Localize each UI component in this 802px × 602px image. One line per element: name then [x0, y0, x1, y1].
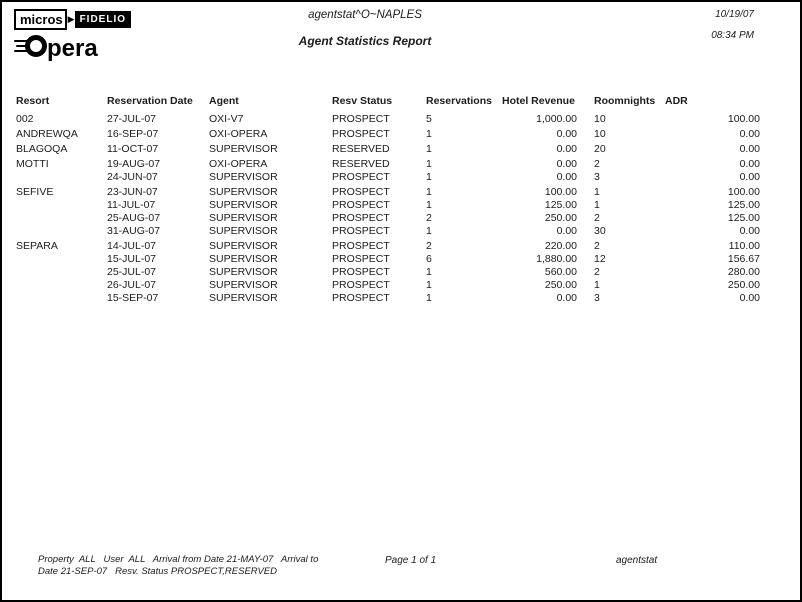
- cell-resv-status: PROSPECT: [332, 266, 390, 278]
- table-row: [16, 171, 760, 184]
- cell-reservations: 1: [426, 225, 432, 237]
- cell-roomnights: 1: [594, 186, 600, 198]
- table-row: [16, 143, 760, 156]
- cell-agent: SUPERVISOR: [209, 171, 278, 183]
- cell-roomnights: 3: [594, 292, 600, 304]
- cell-resort: ANDREWQA: [16, 128, 78, 140]
- cell-reservations: 6: [426, 253, 432, 265]
- cell-adr: 250.00: [727, 279, 760, 291]
- cell-adr: 0.00: [739, 158, 760, 170]
- cell-reservation-date: 23-JUN-07: [107, 186, 158, 198]
- filter-line-2: Date 21-SEP-07 Resv. Status PROSPECT,RESERVED: [38, 566, 278, 577]
- cell-resort: [16, 171, 107, 184]
- cell-reservation-date: 15-SEP-07: [107, 292, 159, 304]
- cell-reservations: 1: [426, 186, 432, 198]
- cell-resv-status: PROSPECT: [332, 225, 390, 237]
- cell-reservations: 2: [426, 212, 432, 224]
- cell-hotel-revenue: 1,880.00: [536, 253, 577, 265]
- cell-resort: [16, 292, 107, 305]
- column-header-reservation-date: Reservation Date: [107, 95, 193, 107]
- cell-agent: SUPERVISOR: [209, 266, 278, 278]
- cell-roomnights: 30: [594, 225, 606, 237]
- cell-adr: 125.00: [727, 212, 760, 224]
- table-row: [16, 240, 760, 253]
- column-header-resort: Resort: [16, 95, 50, 107]
- fidelio-logo-text: FIDELIO: [75, 11, 131, 28]
- cell-reservations: 1: [426, 171, 432, 183]
- table-row: [16, 158, 760, 171]
- table-row: [16, 199, 760, 212]
- cell-agent: SUPERVISOR: [209, 253, 278, 265]
- cell-adr: 0.00: [739, 143, 760, 155]
- cell-resv-status: PROSPECT: [332, 212, 390, 224]
- column-header-agent: Agent: [209, 95, 239, 107]
- cell-roomnights: 10: [594, 128, 606, 140]
- cell-resort: MOTTI: [16, 158, 49, 170]
- cell-adr: 0.00: [739, 225, 760, 237]
- cell-resv-status: PROSPECT: [332, 171, 390, 183]
- cell-hotel-revenue: 0.00: [556, 292, 577, 304]
- cell-reservations: 1: [426, 158, 432, 170]
- cell-roomnights: 10: [594, 113, 606, 125]
- cell-resv-status: RESERVED: [332, 158, 390, 170]
- cell-agent: OXI-OPERA: [209, 158, 268, 170]
- footer-filter-criteria: [38, 554, 318, 578]
- cell-roomnights: 2: [594, 158, 600, 170]
- cell-reservations: 1: [426, 292, 432, 304]
- cell-hotel-revenue: 560.00: [544, 266, 577, 278]
- cell-reservation-date: 11-OCT-07: [107, 143, 159, 155]
- cell-agent: SUPERVISOR: [209, 186, 278, 198]
- column-header-roomnights: Roomnights: [594, 95, 656, 107]
- cell-agent: SUPERVISOR: [209, 225, 278, 237]
- cell-reservation-date: 25-AUG-07: [107, 212, 161, 224]
- table-row: [16, 186, 760, 199]
- column-header-adr: ADR: [665, 95, 688, 107]
- cell-resort: [16, 212, 107, 225]
- table-row: [16, 128, 760, 141]
- run-date: 10/19/07: [715, 9, 754, 20]
- cell-resv-status: PROSPECT: [332, 279, 390, 291]
- cell-resv-status: PROSPECT: [332, 128, 390, 140]
- cell-hotel-revenue: 100.00: [544, 186, 577, 198]
- filter-line-1: Property ALL User ALL Arrival from Date 21-MAY-07 Arrival to: [38, 554, 319, 565]
- cell-reservations: 2: [426, 240, 432, 252]
- cell-reservation-date: 27-JUL-07: [107, 113, 157, 125]
- column-header-resv-status: Resv Status: [332, 95, 393, 107]
- cell-adr: 280.00: [727, 266, 760, 278]
- opera-logo-text: pera: [47, 35, 98, 62]
- cell-roomnights: 3: [594, 171, 600, 183]
- cell-hotel-revenue: 0.00: [556, 128, 577, 140]
- cell-resv-status: PROSPECT: [332, 186, 390, 198]
- cell-reservation-date: 11-JUL-07: [107, 199, 156, 211]
- cell-resort: 002: [16, 113, 34, 125]
- cell-roomnights: 1: [594, 279, 600, 291]
- cell-adr: 0.00: [739, 128, 760, 140]
- cell-resv-status: PROSPECT: [332, 292, 390, 304]
- cell-adr: 0.00: [739, 171, 760, 183]
- agent-statistics-table: [16, 95, 760, 305]
- cell-hotel-revenue: 0.00: [556, 143, 577, 155]
- cell-reservation-date: 31-AUG-07: [107, 225, 161, 237]
- cell-resv-status: PROSPECT: [332, 199, 390, 211]
- cell-adr: 110.00: [728, 240, 760, 252]
- cell-roomnights: 12: [594, 253, 606, 265]
- table-row: [16, 113, 760, 126]
- report-id-title: agentstat^O~NAPLES: [308, 9, 422, 21]
- cell-reservations: 1: [426, 143, 432, 155]
- cell-reservation-date: 26-JUL-07: [107, 279, 157, 291]
- cell-adr: 100.00: [727, 186, 760, 198]
- cell-reservation-date: 14-JUL-07: [107, 240, 157, 252]
- cell-reservations: 1: [426, 279, 432, 291]
- cell-hotel-revenue: 250.00: [544, 279, 577, 291]
- table-row: [16, 253, 760, 266]
- cell-resort: [16, 225, 107, 238]
- cell-hotel-revenue: 0.00: [556, 158, 577, 170]
- column-header-reservations: Reservations: [426, 95, 492, 107]
- cell-agent: SUPERVISOR: [209, 199, 278, 211]
- cell-resv-status: PROSPECT: [332, 240, 390, 252]
- cell-agent: SUPERVISOR: [209, 292, 278, 304]
- cell-roomnights: 2: [594, 240, 600, 252]
- table-row: [16, 266, 760, 279]
- cell-resort: [16, 279, 107, 292]
- column-header-hotel-revenue: Hotel Revenue: [502, 95, 575, 107]
- table-header-row: [16, 95, 760, 110]
- cell-resv-status: PROSPECT: [332, 113, 390, 125]
- cell-reservation-date: 25-JUL-07: [107, 266, 157, 278]
- cell-adr: 125.00: [727, 199, 760, 211]
- cell-adr: 156.67: [727, 253, 760, 265]
- cell-reservations: 1: [426, 266, 432, 278]
- cell-adr: 0.00: [739, 292, 760, 304]
- page-title: Agent Statistics Report: [298, 34, 432, 48]
- cell-resort: BLAGOQA: [16, 143, 68, 155]
- cell-hotel-revenue: 250.00: [544, 212, 577, 224]
- cell-hotel-revenue: 220.00: [544, 240, 577, 252]
- cell-adr: 100.00: [727, 113, 760, 125]
- cell-hotel-revenue: 0.00: [556, 225, 577, 237]
- cell-resort: SEFIVE: [16, 186, 54, 198]
- chevron-right-icon: ▶: [67, 14, 75, 24]
- cell-reservations: 5: [426, 113, 432, 125]
- micros-logo-text: micros: [14, 9, 67, 30]
- cell-reservation-date: 16-SEP-07: [107, 128, 159, 140]
- cell-roomnights: 2: [594, 212, 600, 224]
- cell-agent: SUPERVISOR: [209, 279, 278, 291]
- cell-reservations: 1: [426, 128, 432, 140]
- cell-resort: [16, 199, 107, 212]
- cell-agent: OXI-OPERA: [209, 128, 268, 140]
- cell-reservation-date: 24-JUN-07: [107, 171, 158, 183]
- cell-reservation-date: 15-JUL-07: [107, 253, 157, 265]
- table-row: [16, 212, 760, 225]
- page-number: Page 1 of 1: [385, 555, 437, 566]
- cell-resv-status: PROSPECT: [332, 253, 390, 265]
- cell-hotel-revenue: 125.00: [544, 199, 577, 211]
- cell-agent: SUPERVISOR: [209, 212, 278, 224]
- table-row: [16, 225, 760, 238]
- cell-roomnights: 2: [594, 266, 600, 278]
- table-row: [16, 279, 760, 292]
- cell-agent: OXI-V7: [209, 113, 244, 125]
- run-time: 08:34 PM: [711, 30, 754, 41]
- cell-hotel-revenue: 0.00: [556, 171, 577, 183]
- cell-resv-status: RESERVED: [332, 143, 390, 155]
- cell-resort: [16, 253, 107, 266]
- cell-resort: SEPARA: [16, 240, 58, 252]
- cell-reservation-date: 19-AUG-07: [107, 158, 161, 170]
- table-body: [16, 113, 760, 305]
- cell-hotel-revenue: 1,000.00: [536, 113, 577, 125]
- table-row: [16, 292, 760, 305]
- cell-roomnights: 1: [594, 199, 600, 211]
- cell-resort: [16, 266, 107, 279]
- cell-agent: SUPERVISOR: [209, 240, 278, 252]
- cell-reservations: 1: [426, 199, 432, 211]
- report-file-name: agentstat: [616, 555, 658, 566]
- cell-agent: SUPERVISOR: [209, 143, 278, 155]
- cell-roomnights: 20: [594, 143, 606, 155]
